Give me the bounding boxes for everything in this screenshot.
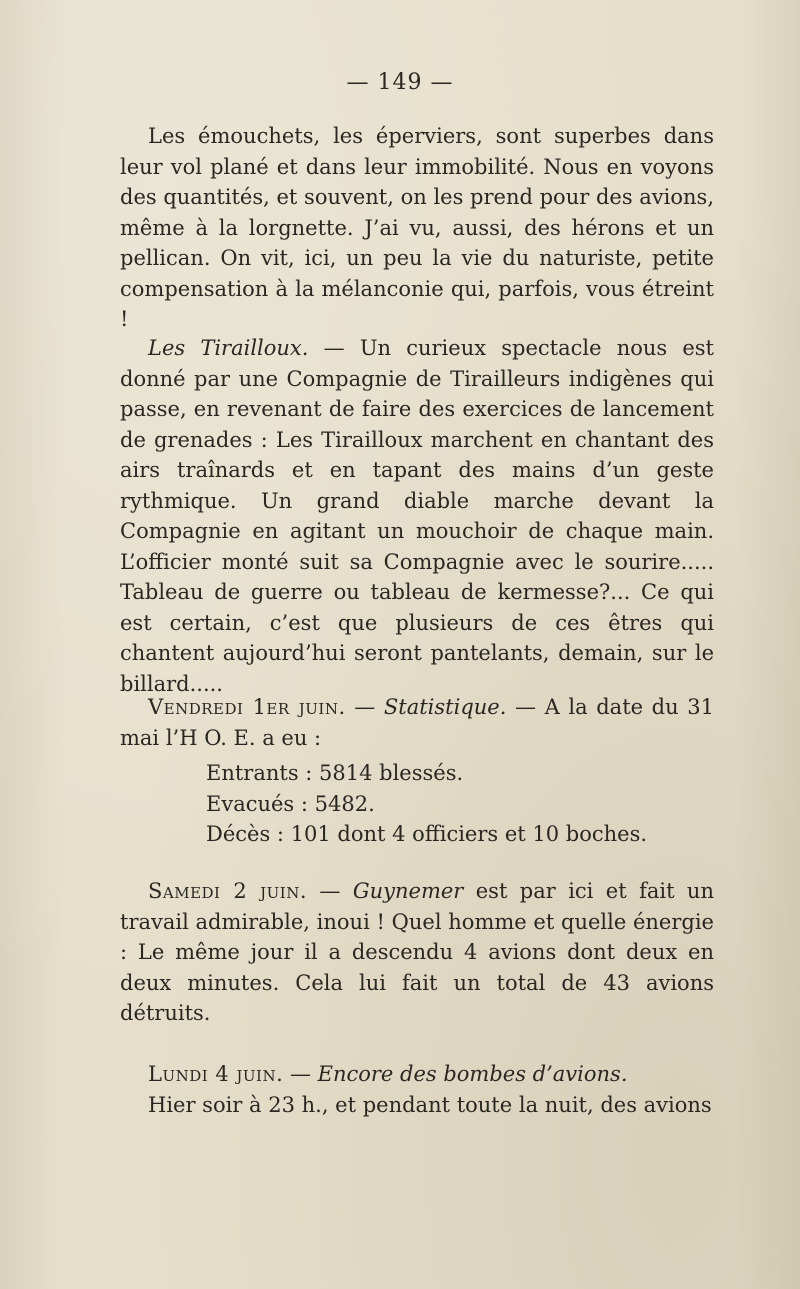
stat-line-deces: Décès : 101 dont 4 officiers et 10 boches. (206, 822, 648, 846)
paragraph-tirailloux (120, 333, 714, 699)
stat-line-entrants: Entrants : 5814 blessés. (206, 761, 464, 785)
paragraph-text: Hier soir à 23 h., et pendant toute la nuit, des avions (148, 1092, 712, 1117)
entry-title: Encore des bombes d’avions. (317, 1062, 628, 1086)
entry-date: Samedi 2 juin. (148, 879, 308, 903)
entry-title: Statistique. (383, 695, 507, 719)
paragraph-text: Les émouchets, les éperviers, sont superbes dans leur vol plané et dans leur immobilité. Nous en voyons des quantités, et souvent, on les prend pour des avions, même à la lorgnette. J’ai vu, aussi, des hérons et un pellican. On vit, ici, un peu la vie du naturiste, petite compensation à la mélanconie qui, parfois, vous étreint ! (120, 124, 714, 331)
entry-bombes: Lundi 4 juin. — Encore des bombes d’avions. Hier soir à 23 h., et pendant toute la nuit, des avions (120, 1059, 714, 1120)
paragraph-birds (120, 121, 714, 335)
statistics-list (206, 758, 647, 850)
paragraph-text: — A la date du 31 mai l’H O. E. a eu : (120, 695, 714, 750)
section-heading: Les Tirailloux. (148, 336, 309, 360)
entry-guynemer: Samedi 2 juin. — Guynemer est par ici et fait un travail admirable, inoui ! Quel homme et quelle énergie : Le même jour il a descendu 4 avions dont deux en deux minutes. Cela lui fait un total de 43 avions détruits. (120, 879, 714, 1025)
paragraph-text: est par ici et fait un travail admirable, inoui ! Quel homme et quelle énergie : Le même jour il a descendu 4 avions dont deux en deux minutes. Cela lui fait un total de 43 avions détruits. (120, 879, 714, 1025)
stat-line-evacues: Evacués : 5482. (206, 791, 375, 816)
page-number: — 149 — (346, 70, 454, 95)
entry-date: Lundi 4 juin. (148, 1062, 284, 1086)
entry-statistique: Vendredi 1er juin. — Statistique. — A la date du 31 mai l’H O. E. a eu : (120, 695, 714, 750)
entry-title: Guynemer (352, 879, 464, 903)
entry-date: Vendredi 1er juin. (148, 695, 346, 719)
paragraph-text: — Un curieux spectacle nous est donné par une Compagnie de Tirailleurs indigènes qui passe, en revenant de faire des exercices de lancement de grenades : Les Tirailloux marchent en chantant des airs traînards et en tapant des mains d’un geste rythmique. Un grand diable marche devant la Compagnie en agitant un mouchoir de chaque main. L’officier monté suit sa Compagnie avec le sourire..... Tableau de guerre ou tableau de kermesse?... Ce qui est certain, c’est que plusieurs de ces êtres qui chantent aujourd’hui seront pantelants, demain, sur le billard..... (120, 336, 714, 696)
